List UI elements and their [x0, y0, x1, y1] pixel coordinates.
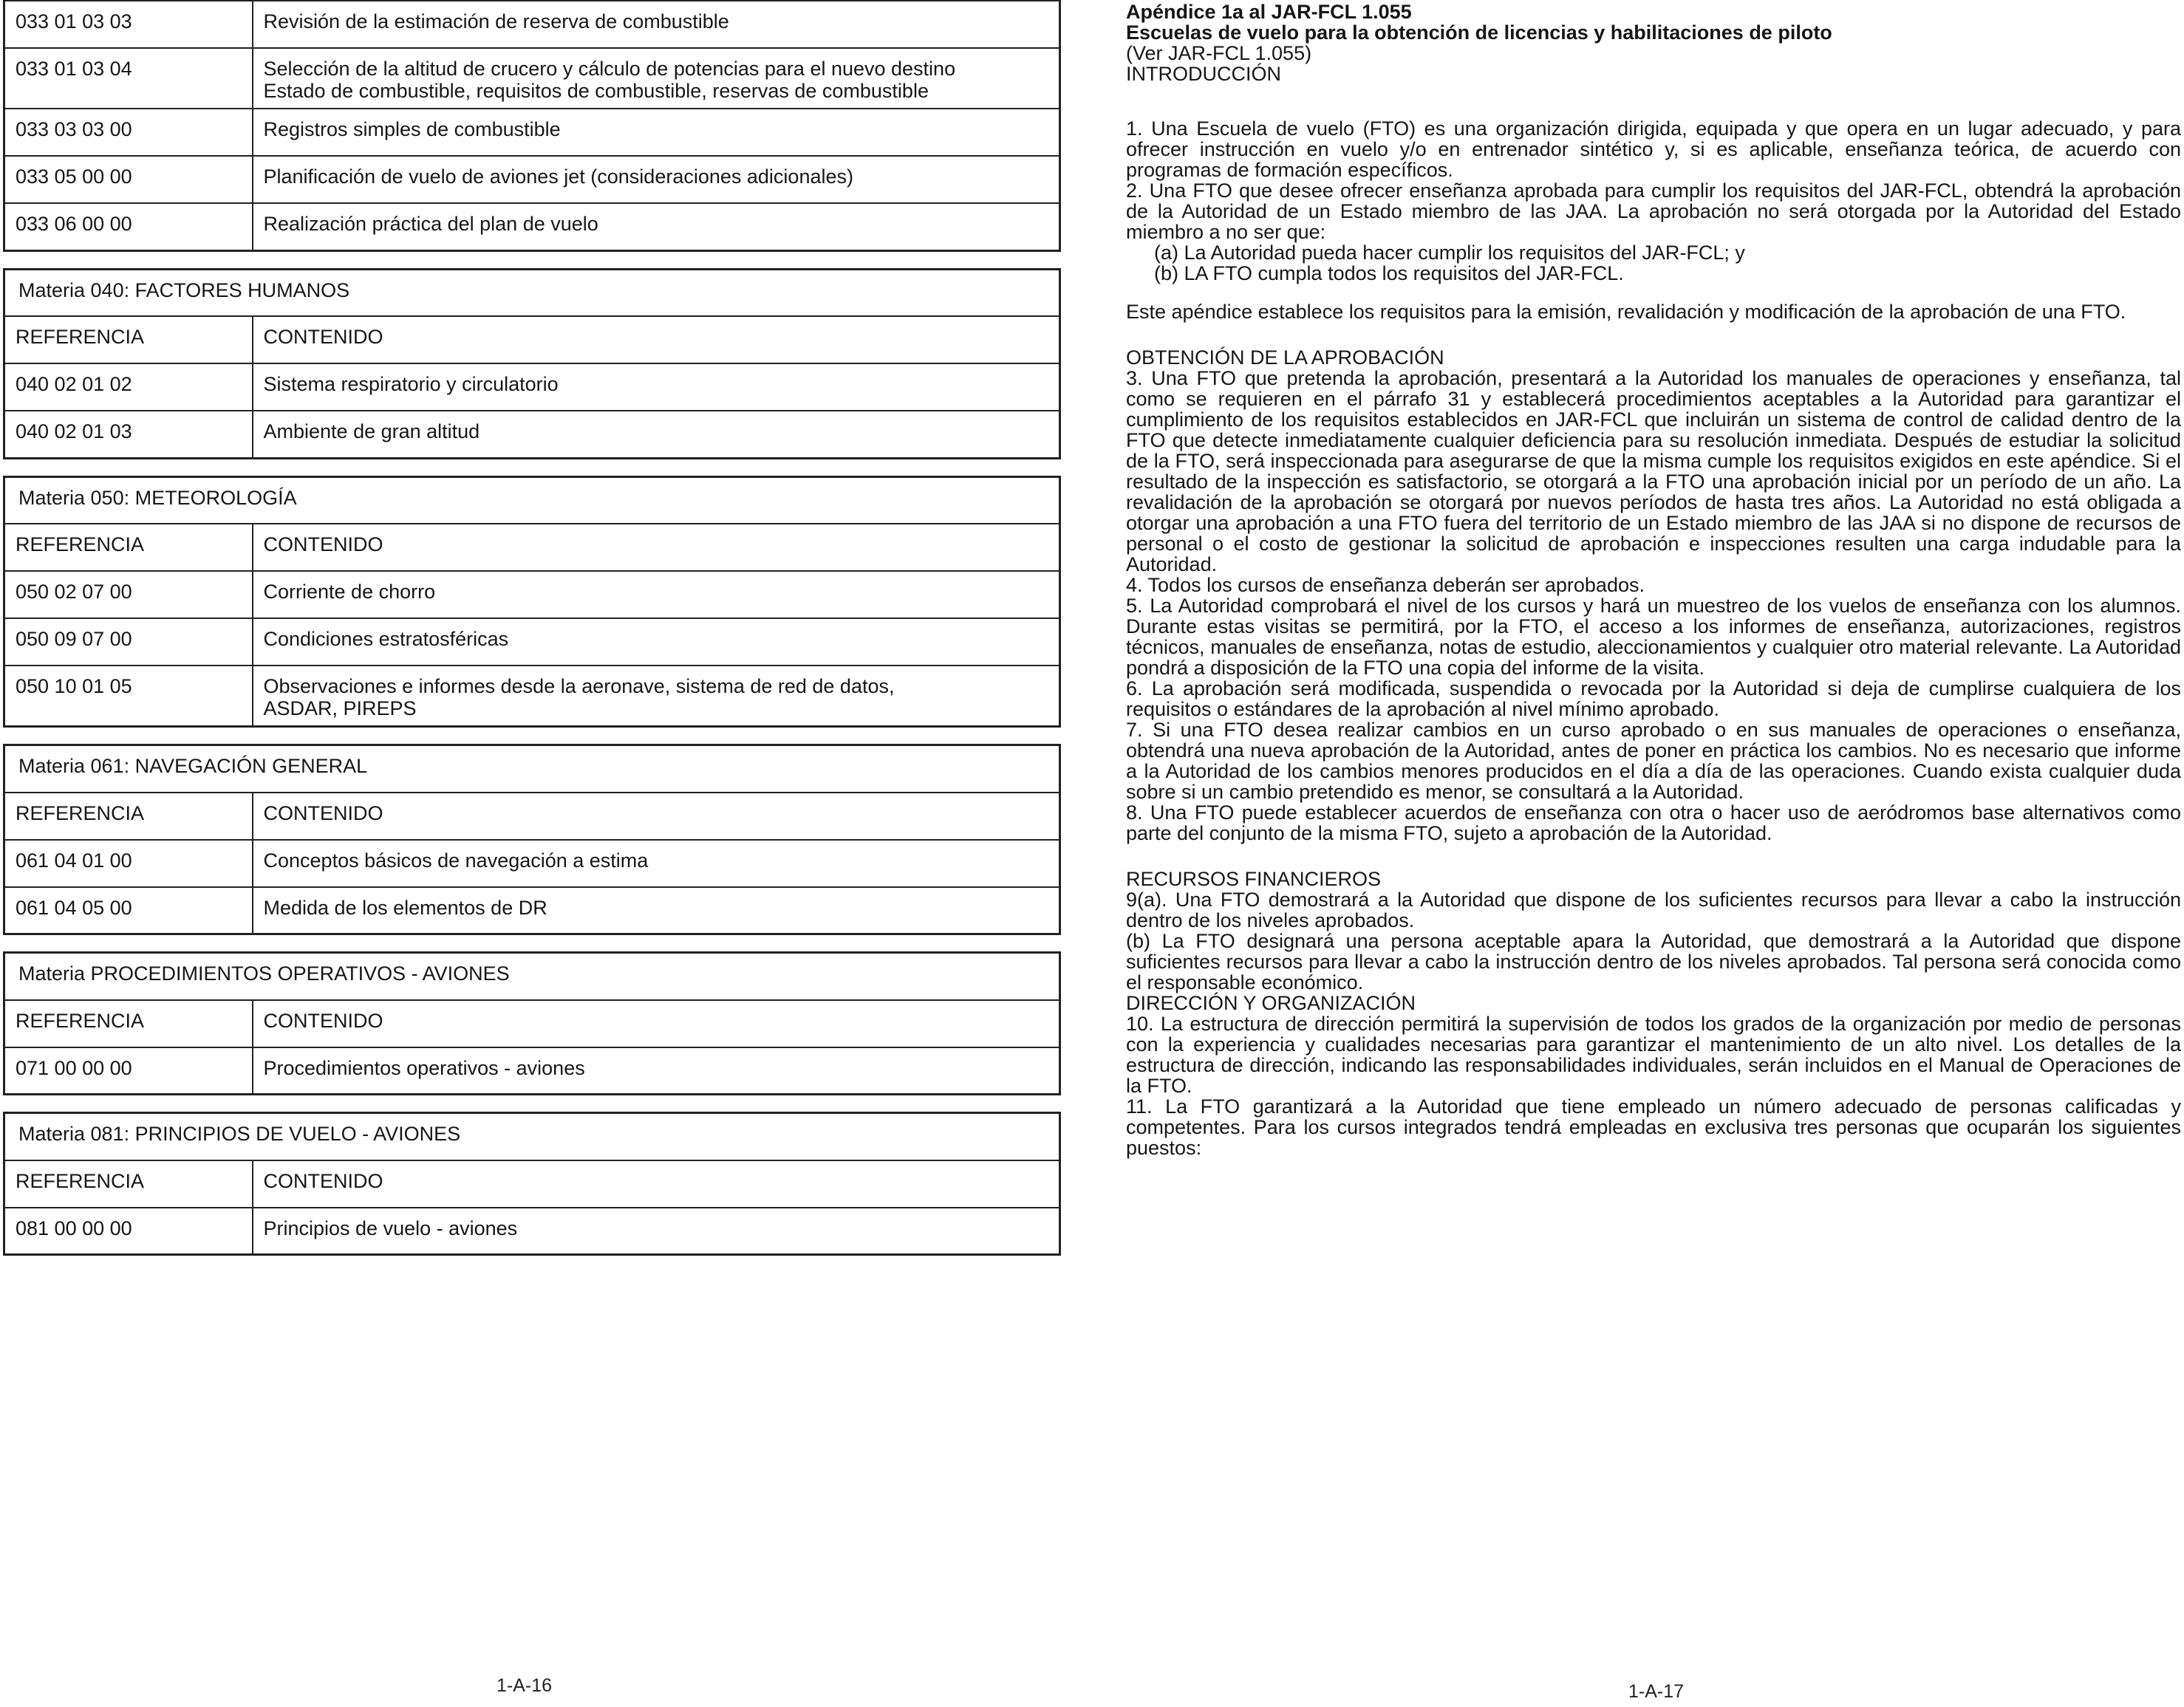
table-title-row	[4, 745, 1060, 793]
column-header-reference: REFERENCIA	[4, 1000, 253, 1047]
fuel-planning-table	[3, 0, 1061, 252]
subject-050-table	[3, 476, 1061, 728]
page-number-right: 1-A-17	[1628, 1681, 1685, 1702]
reference-cell: 033 01 03 04	[4, 48, 253, 109]
content-cell: Sistema respiratorio y circulatorio	[253, 363, 1060, 411]
content-line: Revisión de la estimación de reserva de combustible	[263, 10, 729, 33]
table-row	[4, 1208, 1060, 1255]
content-line: Observaciones e informes desde la aeronave, sistema de red de datos,	[263, 675, 895, 697]
requirement-list	[1154, 242, 2181, 284]
table-title-row	[4, 476, 1060, 524]
table-row	[4, 840, 1060, 887]
right-page	[1126, 1, 2181, 1158]
paragraph-10: 10. La estructura de dirección permitirá la supervisión de todos los grados de la organización por medio de personas con la experiencia y cualidades necesarias para garantizar el mantenimiento de un alto nivel. Los detalles de la estructura de dirección, indicando las responsabilidades individuales, serán incluidos en el Manual de Operaciones de la FTO.	[1126, 1013, 2181, 1097]
table-header-row	[4, 316, 1060, 363]
column-header-reference: REFERENCIA	[4, 1160, 253, 1208]
content-cell: Medida de los elementos de DR	[253, 887, 1060, 934]
table-row	[4, 666, 1060, 727]
content-line: Realización práctica del plan de vuelo	[263, 213, 598, 235]
paragraph-6: 6. La aprobación será modificada, suspendida o revocada por la Autoridad si deja de cumplirse cualquiera de los requisitos o estándares de la aprobación al nivel mínimo aprobado.	[1126, 677, 2181, 720]
paragraph-11: 11. La FTO garantizará a la Autoridad que tiene empleado un número adecuado de personas calificadas y competentes. Para los cursos integrados tendrá empleadas en exclusiva tres personas que ocuparán los siguientes puestos:	[1126, 1095, 2181, 1159]
cross-reference: (Ver JAR-FCL 1.055)	[1126, 42, 1312, 64]
column-header-reference: REFERENCIA	[4, 793, 253, 840]
page-number-left: 1-A-16	[496, 1675, 553, 1696]
reference-cell: 071 00 00 00	[4, 1047, 253, 1095]
reference-cell: 033 01 03 03	[4, 1, 253, 48]
paragraph-7: 7. Si una FTO desea realizar cambios en un curso aprobado o en sus manuales de operaciones o enseñanza, obtendrá una nueva aprobación de la Autoridad, antes de poner en práctica los cambios. No es necesario que informe a la Autoridad de los cambios menores producidos en el día a día de las operaciones. Cuando exista cualquier duda sobre si un cambio pretendido es menor, se consultará a la Autoridad.	[1126, 719, 2181, 803]
subject-title: Materia 050: METEOROLOGÍA	[4, 476, 1060, 524]
reference-cell: 033 03 03 00	[4, 109, 253, 156]
content-cell	[253, 48, 1060, 109]
table-row	[4, 203, 1060, 250]
column-header-reference: REFERENCIA	[4, 524, 253, 571]
reference-cell: 033 06 00 00	[4, 203, 253, 250]
subject-title: Materia 081: PRINCIPIOS DE VUELO - AVIONES	[4, 1113, 1060, 1160]
content-cell: Ambiente de gran altitud	[253, 411, 1060, 458]
subject-061-table	[3, 744, 1061, 935]
paragraph-1: 1. Una Escuela de vuelo (FTO) es una organización dirigida, equipada y que opera en un lugar adecuado, y para ofrecer instrucción en vuelo y/o en entrenador sintético y, si es aplicable, enseñanza teórica, de acuerdo con programas de formación específicos.	[1126, 117, 2181, 181]
column-header-reference: REFERENCIA	[4, 316, 253, 363]
reference-cell: 033 05 00 00	[4, 156, 253, 203]
reference-cell: 050 10 01 05	[4, 666, 253, 727]
content-cell	[253, 1, 1060, 48]
column-header-content: CONTENIDO	[253, 793, 1060, 840]
paragraph-9a: 9(a). Una FTO demostrará a la Autoridad que dispone de los suficientes recursos para llevar a cabo la instrucción dentro de los niveles aprobados.	[1126, 889, 2181, 931]
table-row	[4, 571, 1060, 618]
table-header-row	[4, 524, 1060, 571]
subject-081-table	[3, 1112, 1061, 1256]
content-cell: Procedimientos operativos - aviones	[253, 1047, 1060, 1095]
column-header-content: CONTENIDO	[253, 1000, 1060, 1047]
content-cell	[253, 156, 1060, 203]
content-cell: Condiciones estratosféricas	[253, 618, 1060, 666]
section-heading-financial: RECURSOS FINANCIEROS	[1126, 868, 1382, 890]
content-line: Planificación de vuelo de aviones jet (consideraciones adicionales)	[263, 165, 853, 188]
subject-071-table	[3, 951, 1061, 1095]
content-cell: Corriente de chorro	[253, 571, 1060, 618]
paragraph-2: 2. Una FTO que desee ofrecer enseñanza aprobada para cumplir los requisitos del JAR-FCL, obtendrá la aprobación de la Autoridad de un Estado miembro de las JAA. La aprobación no será otorgada por la Autoridad del Estado miembro a no ser que:	[1126, 179, 2181, 243]
subject-title: Materia PROCEDIMIENTOS OPERATIVOS - AVIONES	[4, 953, 1060, 1000]
reference-cell: 061 04 01 00	[4, 840, 253, 887]
column-header-content: CONTENIDO	[253, 524, 1060, 571]
left-page	[3, 0, 1061, 1272]
content-line: Registros simples de combustible	[263, 118, 561, 140]
table-row	[4, 363, 1060, 411]
subject-title: Materia 040: FACTORES HUMANOS	[4, 269, 1060, 316]
reference-cell: 050 02 07 00	[4, 571, 253, 618]
paragraph-3: 3. Una FTO que pretenda la aprobación, presentará a la Autoridad los manuales de operaciones y enseñanza, tal como se requieren en el párrafo 31 y establecerá procedimientos aceptables a la Autoridad para garantizar el cumplimiento de los requisitos establecidos en JAR-FCL que incluirán un sistema de control de calidad dentro de la FTO que detecte inmediatamente cualquier deficiencia para su resolución inmediata. Después de estudiar la solicitud de la FTO, será inspeccionada para asegurarse de que la misma cumple los requisitos exigidos en este apéndice. Si el resultado de la inspección es satisfactorio, se otorgará a la FTO una aprobación inicial por un período de un año. La revalidación de la aprobación se otorgará por nuevos períodos de hasta tres años. La Autoridad no está obligada a otorgar una aprobación a una FTO fuera del territorio de un Estado miembro de las JAA si no dispone de recursos de personal o el costo de gestionar la solicitud de aprobación e inspecciones resulten una carga indudable para la Autoridad.	[1126, 367, 2181, 575]
section-heading-management: DIRECCIÓN Y ORGANIZACIÓN	[1126, 992, 1416, 1014]
appendix-subheading: Escuelas de vuelo para la obtención de licencias y habilitaciones de piloto	[1126, 21, 1832, 44]
table-header-row	[4, 1160, 1060, 1208]
content-line: Selección de la altitud de crucero y cálculo de potencias para el nuevo destino	[263, 58, 956, 80]
reference-cell: 040 02 01 03	[4, 411, 253, 458]
column-header-content: CONTENIDO	[253, 316, 1060, 363]
list-item: (b) LA FTO cumpla todos los requisitos del JAR-FCL.	[1154, 262, 1624, 284]
reference-cell: 040 02 01 02	[4, 363, 253, 411]
section-heading-intro: INTRODUCCIÓN	[1126, 63, 1281, 85]
content-cell	[253, 203, 1060, 250]
table-header-row	[4, 793, 1060, 840]
table-row	[4, 887, 1060, 934]
content-cell: Principios de vuelo - aviones	[253, 1208, 1060, 1255]
paragraph-5: 5. La Autoridad comprobará el nivel de los cursos y hará un muestreo de los vuelos de enseñanza con los alumnos. Durante estas visitas se permitirá, por la FTO, el acceso a los informes de enseñanza, autorizaciones, registros técnicos, manuales de enseñanza, notas de estudio, aleccionamientos y cualquier otro material relevante. La Autoridad pondrá a disposición de la FTO una copia del informe de la visita.	[1126, 595, 2181, 679]
paragraph-8: 8. Una FTO puede establecer acuerdos de enseñanza con otra o hacer uso de aeródromos base alternativos como parte del conjunto de la misma FTO, sujeto a aprobación de la Autoridad.	[1126, 801, 2181, 844]
table-row	[4, 1047, 1060, 1095]
section-heading-approval: OBTENCIÓN DE LA APROBACIÓN	[1126, 346, 1444, 369]
reference-cell: 081 00 00 00	[4, 1208, 253, 1255]
subject-title: Materia 061: NAVEGACIÓN GENERAL	[4, 745, 1060, 793]
content-cell	[253, 109, 1060, 156]
paragraph-appendix-scope: Este apéndice establece los requisitos para la emisión, revalidación y modificación de la aprobación de una FTO.	[1126, 301, 2126, 323]
content-cell	[253, 666, 1060, 727]
table-row	[4, 156, 1060, 203]
column-header-content: CONTENIDO	[253, 1160, 1060, 1208]
table-row	[4, 1, 1060, 48]
table-row	[4, 109, 1060, 156]
subject-040-table	[3, 268, 1061, 459]
table-row	[4, 618, 1060, 666]
paragraph-4: 4. Todos los cursos de enseñanza deberán ser aprobados.	[1126, 574, 1645, 596]
table-row	[4, 411, 1060, 458]
list-item: (a) La Autoridad pueda hacer cumplir los requisitos del JAR-FCL; y	[1154, 242, 1745, 264]
table-row	[4, 48, 1060, 109]
reference-cell: 061 04 05 00	[4, 887, 253, 934]
content-cell: Conceptos básicos de navegación a estima	[253, 840, 1060, 887]
content-line: ASDAR, PIREPS	[263, 697, 417, 719]
table-header-row	[4, 1000, 1060, 1047]
reference-cell: 050 09 07 00	[4, 618, 253, 666]
table-title-row	[4, 1113, 1060, 1160]
table-title-row	[4, 953, 1060, 1000]
appendix-heading: Apéndice 1a al JAR-FCL 1.055	[1126, 1, 1412, 23]
table-title-row	[4, 269, 1060, 316]
content-line: Estado de combustible, requisitos de combustible, reservas de combustible	[263, 80, 929, 102]
paragraph-9b: (b) La FTO designará una persona aceptable apara la Autoridad, que demostrará a la Autoridad que dispone suficientes recursos para llevar a cabo la instrucción dentro de los niveles aprobados. Tal persona será conocida como el responsable económico.	[1126, 930, 2181, 993]
